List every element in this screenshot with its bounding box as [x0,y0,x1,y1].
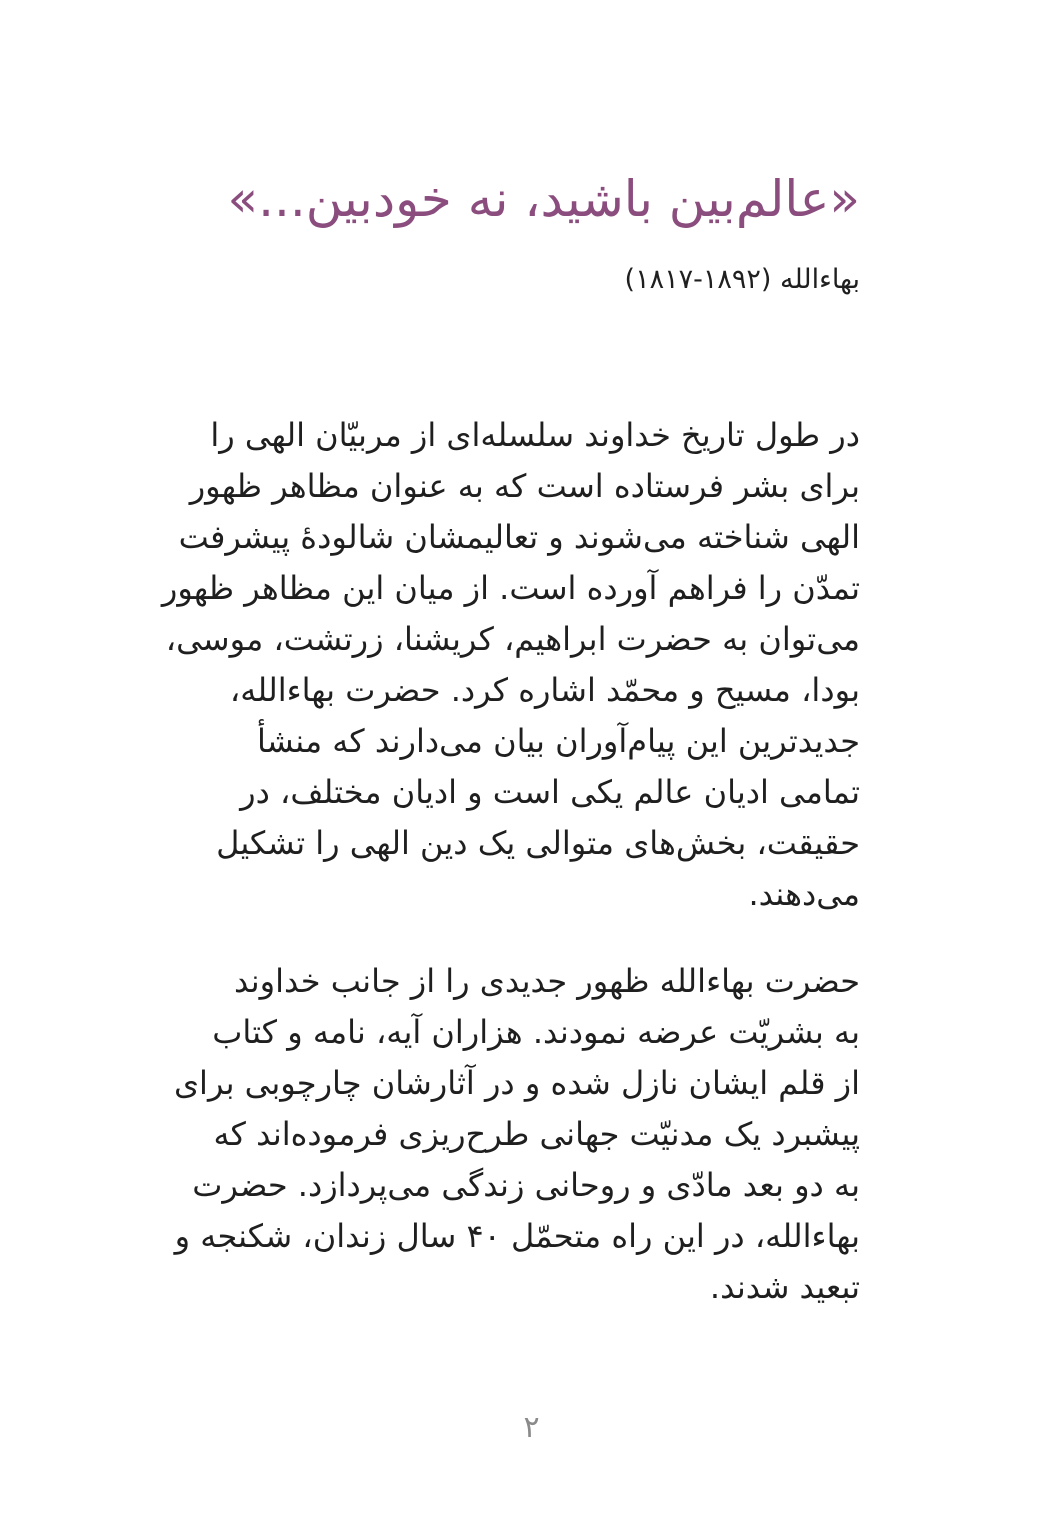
paragraph-line: پیشبرد یک مدنیّت جهانی طرح‌ریزی فرموده‌اند که [213,1115,860,1153]
paragraph-line: حضرت بهاءالله ظهور جدیدی را از جانب خداوند [233,962,860,1000]
paragraph-bahaullah-revelation [115,956,860,1313]
paragraph-line: تبعید شدند. [709,1268,860,1306]
paragraph-line: به دو بعد مادّی و روحانی زندگی می‌پردازد. حضرت [192,1166,860,1204]
page-number: ۲ [523,1410,540,1445]
quote-attribution: بهاءالله (۱۸۹۲-۱۸۱۷) [624,264,860,295]
paragraph-line: بودا، مسیح و محمّد اشاره کرد. حضرت بهاءالله، [229,671,860,709]
paragraph-line: می‌توان به حضرت ابراهیم، کریشنا، زرتشت، موسی، [165,620,860,658]
paragraph-history-of-messengers [115,410,860,920]
paragraph-line: برای بشر فرستاده است که به عنوان مظاهر ظهور [189,467,860,505]
paragraph-line: حقیقت، بخش‌های متوالی یک دین الهی را تشکیل [216,824,860,862]
paragraph-line: الهی شناخته می‌شوند و تعالیمشان شالودهٔ پیشرفت [178,518,860,556]
paragraph-line: از قلم ایشان نازل شده و در آثارشان چارچوبی برای [174,1064,860,1102]
paragraph-line: تمامی ادیان عالم یکی است و ادیان مختلف، در [240,773,860,811]
quote-title: «عالم‌بین باشید، نه خودبین...» [227,170,860,228]
paragraph-line: جدیدترین این پیام‌آوران بیان می‌دارند که منشأ [256,722,860,760]
paragraph-line: در طول تاریخ خداوند سلسله‌ای از مربیّان الهی را [210,416,860,454]
paragraph-line: می‌دهند. [748,875,860,913]
paragraph-line: به بشریّت عرضه نمودند. هزاران آیه، نامه و کتاب [212,1013,860,1051]
paragraph-line: بهاءالله، در این راه متحمّل ۴۰ سال زندان، شکنجه و [174,1217,860,1255]
paragraph-line: تمدّن را فراهم آورده است. از میان این مظاهر ظهور [161,569,860,607]
